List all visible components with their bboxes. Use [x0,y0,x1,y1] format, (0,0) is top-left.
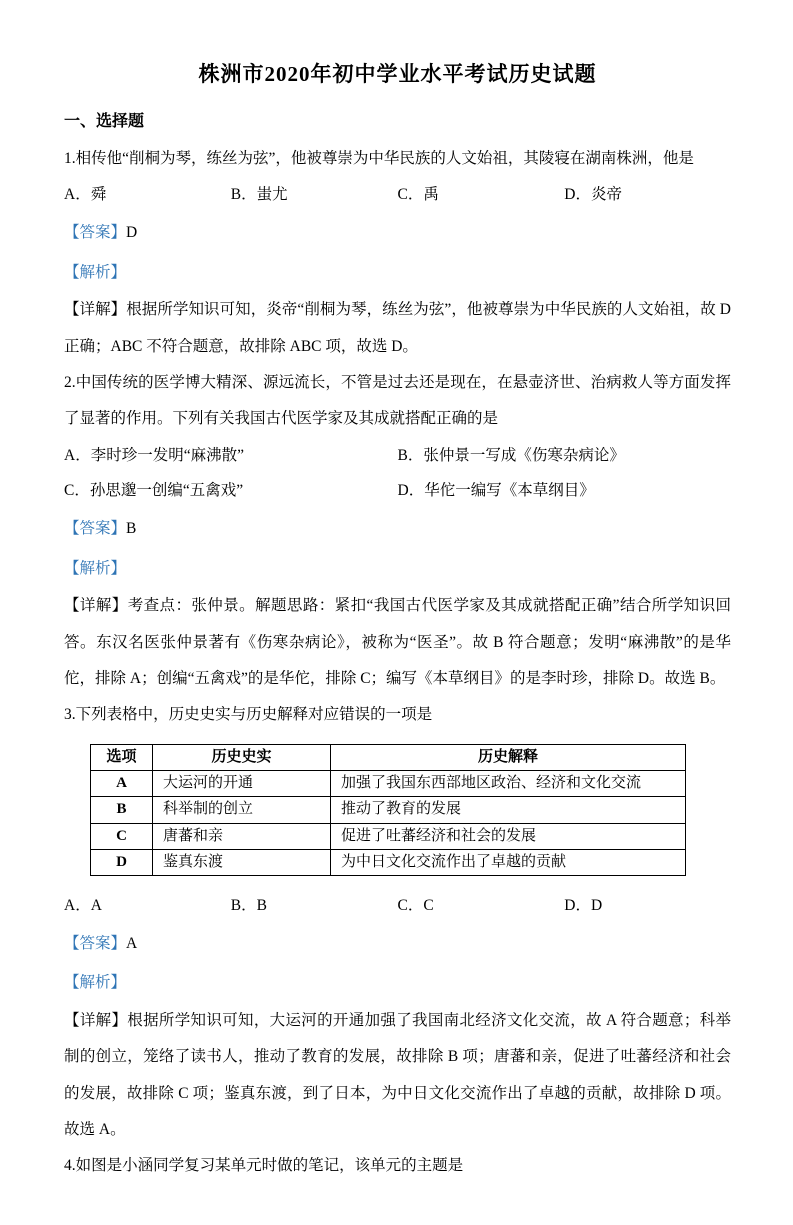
q1-answer-line [64,213,731,253]
q3-row-c-fact: 唐蕃和亲 [153,823,331,849]
q4-stem: 4.如图是小涵同学复习某单元时做的笔记，该单元的主题是 [64,1157,464,1175]
q2-options [64,438,731,509]
q2-analysis-label: 【解析】 [64,559,127,577]
answer-label: 【答案】 [64,520,127,538]
q1-option-d: D．炎帝 [564,186,622,204]
q3-row-b-fact: 科举制的创立 [153,797,331,823]
q2-answer-value: B [126,520,137,538]
q3-th-option: 选项 [91,744,153,770]
q3-table-header-row [91,744,686,770]
table-row [91,849,686,875]
answer-label: 【答案】 [64,934,127,952]
q1-answer-value: D [126,224,138,242]
section-heading: 一、选择题 [64,113,145,130]
q3-row-c-option: C [91,823,153,849]
q3-row-a-interpretation: 加强了我国东西部地区政治、经济和文化交流 [331,771,686,797]
q1-option-b: B．蚩尤 [230,186,288,204]
q1-options [64,177,731,213]
q3-analysis-label: 【解析】 [64,974,127,992]
q3-row-d-option: D [91,849,153,875]
q3-row-c-interpretation: 促进了吐蕃经济和社会的发展 [331,823,686,849]
q3-row-a-fact: 大运河的开通 [153,771,331,797]
q2-answer-line [64,509,731,549]
q1-detail: 【详解】根据所学知识可知，炎帝“削桐为琴，练丝为弦”，他被尊崇为中华民族的人文始祖，故 D 正确；ABC 不符合题意，故排除 ABC 项，故选 D。 [64,301,731,355]
q3-option-c: C．C [397,897,434,915]
q2-option-c: C．孙思邈一创编“五禽戏” [64,482,244,500]
q1-option-a: A．舜 [64,186,107,204]
table-row [91,771,686,797]
q1-analysis-label: 【解析】 [64,263,127,281]
answer-label: 【答案】 [64,224,127,242]
q3-answer-line [64,924,731,964]
q3-stem: 3.下列表格中，历史史实与历史解释对应错误的一项是 [64,706,433,724]
q3-th-fact: 历史史实 [153,744,331,770]
q3-detail: 【详解】根据所学知识可知，大运河的开通加强了我国南北经济文化交流，故 A 符合题意；科举制的创立，笼络了读书人，推动了教育的发展，故排除 B 项；唐蕃和亲，促进了吐蕃经济和社会的发展，故排除 C 项；鉴真东渡，到了日本，为中日文化交流作出了卓越的贡献，故排除 D 项。故选 A。 [64,1011,731,1138]
table-row [91,823,686,849]
q3-row-a-option: A [91,771,153,797]
q3-option-b: B．B [230,897,267,915]
q3-table [90,744,686,876]
q3-row-d-fact: 鉴真东渡 [153,849,331,875]
q2-option-d: D．华佗一编写《本草纲目》 [397,482,595,500]
table-row [91,797,686,823]
q3-row-d-interpretation: 为中日文化交流作出了卓越的贡献 [331,849,686,875]
q3-answer-value: A [126,934,138,952]
q2-option-a: A．李时珍一发明“麻沸散” [64,446,244,464]
page-title: 株洲市2020年初中学业水平考试历史试题 [198,62,597,86]
q3-option-a: A．A [64,897,102,915]
q3-option-d: D．D [564,897,603,915]
q2-detail: 【详解】考查点：张仲景。解题思路：紧扣“我国古代医学家及其成就搭配正确”结合所学知识回答。东汉名医张仲景著有《伤寒杂病论》，被称为“医圣”。故 B 符合题意；发明“麻沸散”的是华佗，排除 A；创编“五禽戏”的是华佗，排除 C；编写《本草纲目》的是李时珍，排除 D。故选 B。 [64,597,731,687]
q3-row-b-option: B [91,797,153,823]
q2-option-b: B．张仲景一写成《伤寒杂病论》 [397,446,625,464]
q3-th-interpretation: 历史解释 [331,744,686,770]
q1-stem: 1.相传他“削桐为琴，练丝为弦”，他被尊崇为中华民族的人文始祖，其陵寝在湖南株洲，他是 [64,150,694,167]
q3-row-b-interpretation: 推动了教育的发展 [331,797,686,823]
q1-option-c: C．禹 [397,186,439,204]
q3-options [64,888,731,924]
q2-stem: 2.中国传统的医学博大精深、源远流长，不管是过去还是现在，在悬壶济世、治病救人等方面发挥了显著的作用。下列有关我国古代医学家及其成就搭配正确的是 [64,373,731,428]
